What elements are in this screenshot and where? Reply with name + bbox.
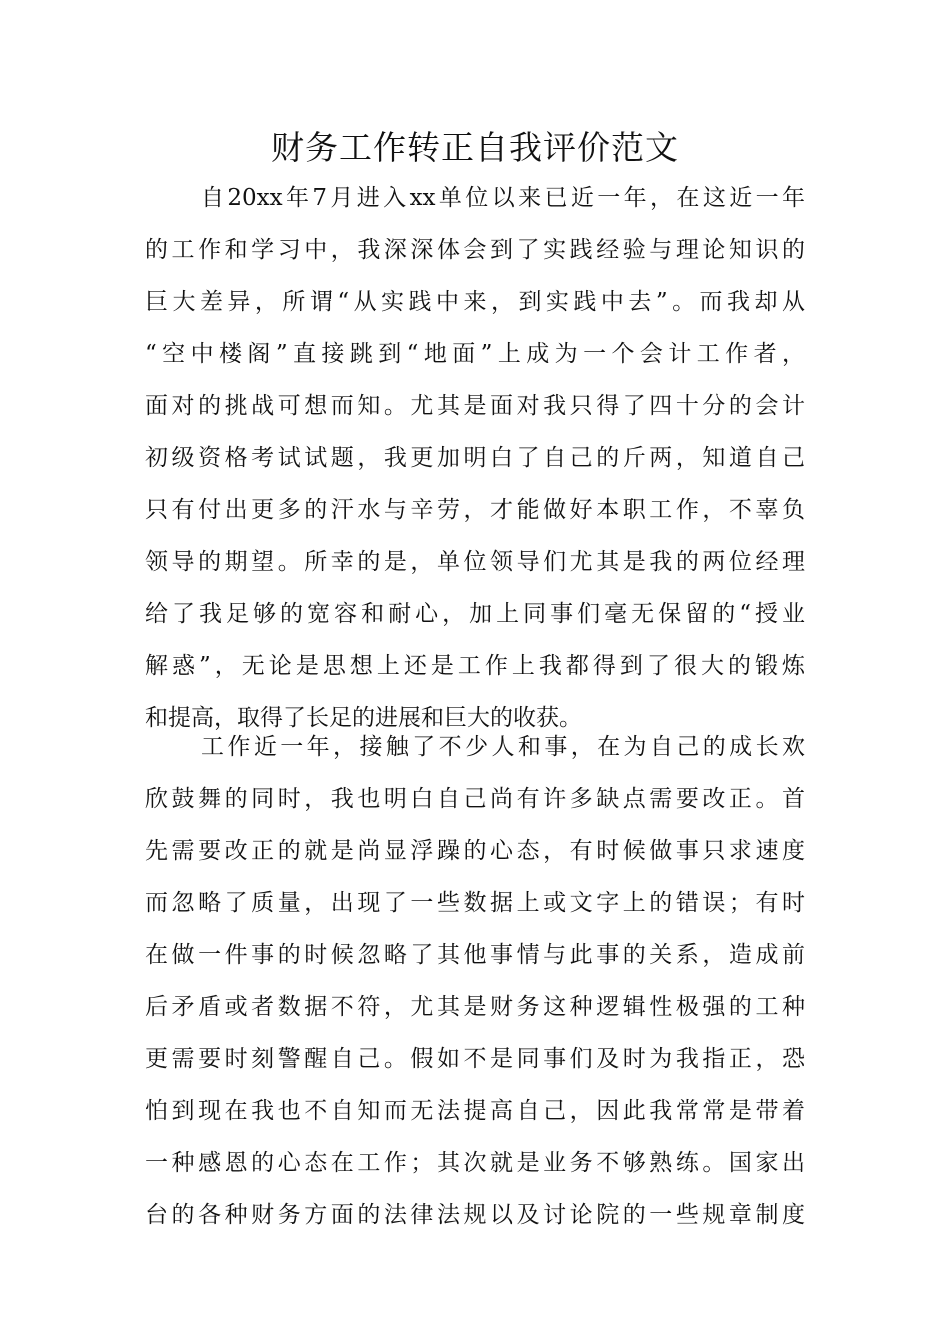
paragraph-line: 给了我足够的宽容和耐心，加上同事们毫无保留的“授业 <box>145 601 805 627</box>
paragraph-line: 在做一件事的时候忽略了其他事情与此事的关系，造成前 <box>145 942 805 968</box>
paragraph-line: 巨大差异，所谓“从实践中来，到实践中去”。而我却从 <box>145 289 805 315</box>
paragraph-line: 面对的挑战可想而知。尤其是面对我只得了四十分的会计 <box>145 393 805 419</box>
paragraph-line: 怕到现在我也不自知而无法提高自己，因此我常常是带着 <box>145 1098 805 1124</box>
document-title: 财务工作转正自我评价范文 <box>271 128 679 167</box>
paragraph-line: 欣鼓舞的同时，我也明白自己尚有许多缺点需要改正。首 <box>145 786 805 812</box>
paragraph-2 <box>145 721 805 1241</box>
paragraph-1 <box>145 172 805 744</box>
paragraph-line: “空中楼阁”直接跳到“地面”上成为一个会计工作者， <box>145 341 805 367</box>
paragraph-line: 的工作和学习中，我深深体会到了实践经验与理论知识的 <box>145 237 805 263</box>
paragraph-line: 解惑”，无论是思想上还是工作上我都得到了很大的锻炼 <box>145 653 805 679</box>
paragraph-line: 台的各种财务方面的法律法规以及讨论院的一些规章制度 <box>145 1202 805 1228</box>
paragraph-line: 而忽略了质量，出现了一些数据上或文字上的错误；有时 <box>145 890 805 916</box>
paragraph-line: 自20xx年7月进入xx单位以来已近一年，在这近一年 <box>201 185 805 211</box>
paragraph-line: 工作近一年，接触了不少人和事，在为自己的成长欢 <box>201 734 805 760</box>
paragraph-line: 领导的期望。所幸的是，单位领导们尤其是我的两位经理 <box>145 549 805 575</box>
paragraph-line: 和提高，取得了长足的进展和巨大的收获。 <box>145 705 582 731</box>
paragraph-line: 更需要时刻警醒自己。假如不是同事们及时为我指正，恐 <box>145 1046 805 1072</box>
paragraph-line: 后矛盾或者数据不符，尤其是财务这种逻辑性极强的工种 <box>145 994 805 1020</box>
paragraph-line: 一种感恩的心态在工作；其次就是业务不够熟练。国家出 <box>145 1150 805 1176</box>
paragraph-line: 先需要改正的就是尚显浮躁的心态，有时候做事只求速度 <box>145 838 805 864</box>
paragraph-line: 初级资格考试试题，我更加明白了自己的斤两，知道自己 <box>145 445 805 471</box>
paragraph-line: 只有付出更多的汗水与辛劳，才能做好本职工作，不辜负 <box>145 497 805 523</box>
